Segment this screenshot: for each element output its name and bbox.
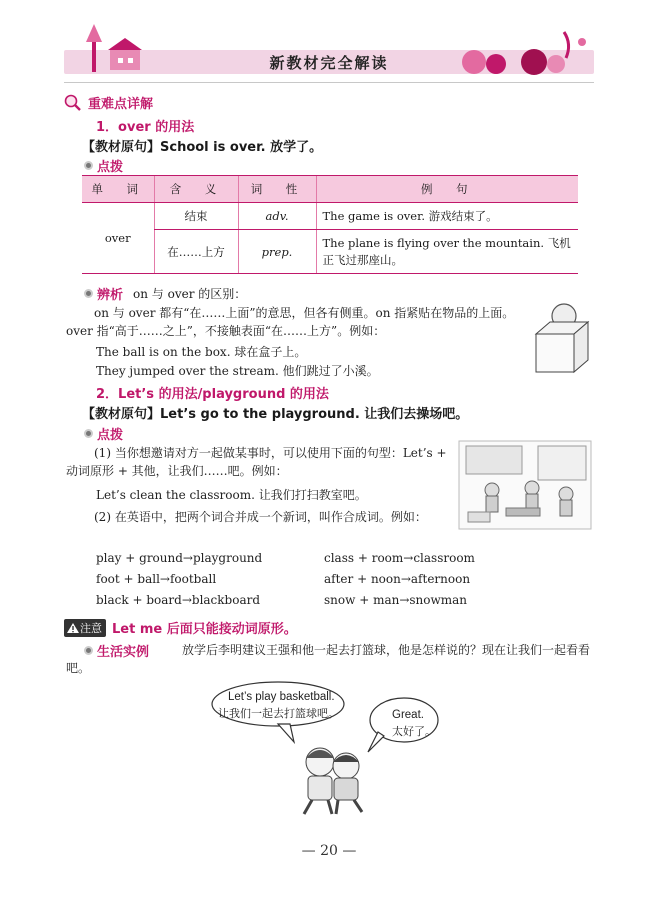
life-text: 放学后李明建议王强和他一起去打篮球，他是怎样说的？现在让我们一起看看吧。: [66, 643, 591, 675]
note-line: [64, 618, 297, 637]
cell-word: over: [82, 203, 154, 274]
cell-pos: adv.: [238, 203, 316, 230]
analysis-line: [84, 284, 246, 303]
col-header-pos: 词 性: [238, 176, 316, 203]
classroom-illustration: [458, 440, 592, 530]
note-text: Let me 后面只能接动词原形。: [112, 622, 297, 637]
life-label: 生活实例: [97, 645, 150, 660]
textbook-sentence-2: 【教材原句】Let’s go to the playground. 让我们去操场吧。: [82, 407, 469, 422]
section-heading: [64, 93, 153, 112]
table-row: [82, 230, 578, 274]
bubble-1-chinese: 让我们一起去打篮球吧。: [218, 707, 339, 720]
bubble-2-english: Great.: [392, 709, 424, 721]
tip-label: 点拨: [97, 160, 124, 175]
tip-2: [84, 424, 123, 443]
col-header-word: 单 词: [82, 176, 154, 203]
note-tag-label: 注意: [80, 621, 102, 635]
cell-meaning: 结束: [154, 203, 238, 230]
col-header-meaning: 含 义: [154, 176, 238, 203]
page-number: — 20 —: [301, 843, 357, 859]
tip-label: 点拨: [97, 428, 124, 443]
bubble-2-chinese: 太好了。: [392, 725, 436, 738]
heading-over-usage: 1．over 的用法: [96, 120, 195, 135]
analysis-title: on 与 over 的区别：: [133, 287, 247, 301]
heading-lets-usage: 2．Let’s 的用法/playground 的用法: [96, 387, 329, 402]
header-title: 新教材完全解读: [269, 54, 389, 72]
compound-3: foot + ball→football: [96, 572, 217, 586]
compound-1: play + ground→playground: [96, 551, 263, 565]
note-tag: [64, 619, 106, 637]
cell-meaning: 在……上方: [154, 230, 238, 274]
tip-1: [84, 156, 123, 175]
table-row: [82, 203, 578, 230]
bullet-icon: [84, 289, 93, 298]
col-header-example: 例 句: [316, 176, 578, 203]
example-sentence-1: The ball is on the box. 球在盒子上。: [96, 345, 307, 359]
compound-explanation: (2) 在英语中，把两个词合并成一个新词，叫作合成词。例如：: [94, 510, 427, 524]
compound-4: after + noon→afternoon: [324, 572, 471, 586]
lets-explanation: (1) 当你想邀请对方一起做某事时，可以使用下面的句型：Let’s + 动词原形 + 其他，让我们……吧。例如：: [66, 446, 447, 478]
cell-pos: prep.: [238, 230, 316, 274]
table-header-row: [82, 176, 578, 203]
cell-example: The game is over. 游戏结束了。: [316, 203, 578, 230]
box-ball-illustration: [530, 300, 592, 378]
magnifier-icon: [64, 94, 82, 112]
bubble-1-english: Let’s play basketball.: [228, 691, 335, 703]
section-title: 重难点详解: [88, 97, 154, 112]
textbook-sentence-1: 【教材原句】School is over. 放学了。: [82, 140, 323, 155]
page-header: [64, 20, 594, 82]
compound-2: class + room→classroom: [324, 551, 475, 565]
header-rule: [64, 82, 594, 83]
compound-6: snow + man→snowman: [324, 593, 468, 607]
bullet-icon: [84, 429, 93, 438]
analysis-label: 辨析: [97, 288, 124, 303]
example-sentence-2: They jumped over the stream. 他们跳过了小溪。: [96, 364, 379, 378]
vocab-table: [82, 175, 578, 274]
analysis-text: on 与 over 都有“在……上面”的意思，但各有侧重。on 指紧贴在物品的上面。over 指“高于……之上”，不接触表面“在……上方”。例如：: [66, 306, 515, 338]
bullet-icon: [84, 161, 93, 170]
lets-example: Let’s clean the classroom. 让我们打扫教室吧。: [96, 488, 367, 502]
cell-example: The plane is flying over the mountain. 飞机正飞过那座山。: [316, 230, 578, 274]
compound-5: black + board→blackboard: [96, 593, 261, 607]
warning-icon: [66, 622, 80, 634]
